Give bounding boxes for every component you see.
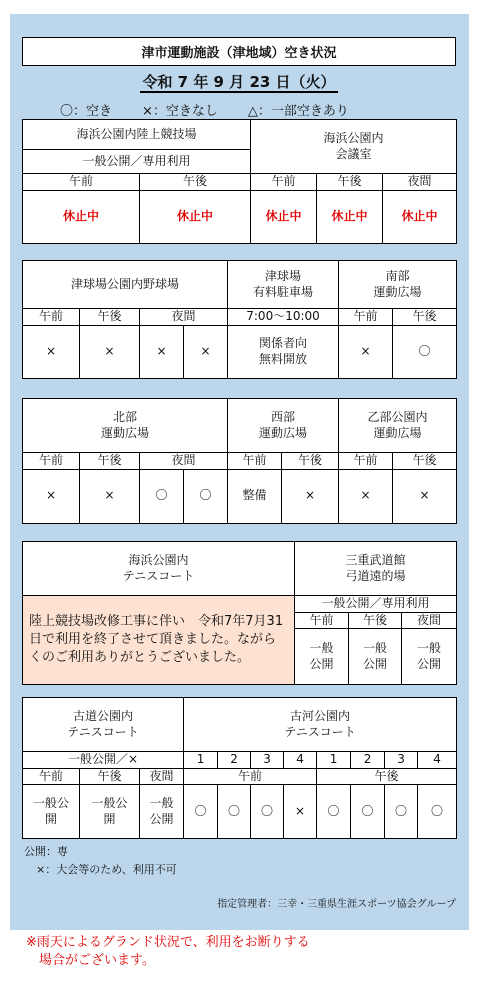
usage-type: 一般公開／× xyxy=(23,752,184,769)
court-number: 2 xyxy=(218,752,251,769)
slot-label: 午後 xyxy=(80,453,140,470)
facility-name: 津球場公園内野球場 xyxy=(23,261,228,309)
facility-name: 西部 運動広場 xyxy=(228,399,339,453)
slot-label: 午後 xyxy=(282,453,339,470)
slot-label: 午後 xyxy=(80,309,140,326)
status-cell: × xyxy=(282,469,339,523)
status-cell: × xyxy=(140,325,184,378)
usage-type: 一般公開／専用利用 xyxy=(295,596,457,613)
facility-name: 津球場 有料駐車場 xyxy=(228,261,339,309)
status-cell: 〇 xyxy=(418,785,457,839)
status-cell: × xyxy=(184,325,228,378)
slot-label: 午後 xyxy=(393,453,457,470)
footnote-unavailable: ×：大会等のため、利用不可 xyxy=(36,863,177,876)
legend xyxy=(60,100,349,119)
slot-label: 午前 xyxy=(339,309,393,326)
facility-name: 三重武道館 弓道遠的場 xyxy=(295,542,457,596)
slot-label: 夜間 xyxy=(140,768,184,785)
status-cell: 〇 xyxy=(351,785,385,839)
closure-notice: 陸上競技場改修工事に伴い 令和7年7月31日で利用を終了させて頂きました。ながらくのご利用ありがとうございました。 xyxy=(23,596,295,685)
status-cell: 一般 公開 xyxy=(402,629,457,685)
slot-label: 午前 xyxy=(184,768,317,785)
slot-label: 午前 xyxy=(339,453,393,470)
slot-label: 午前 xyxy=(23,453,80,470)
slot-label: 夜間 xyxy=(402,612,457,629)
status-cell: × xyxy=(80,325,140,378)
facility-name: 乙部公園内 運動広場 xyxy=(339,399,457,453)
slot-label: 午後 xyxy=(317,174,383,191)
status-cell: 一般公 開 xyxy=(23,785,80,839)
court-number: 1 xyxy=(184,752,218,769)
court-number: 3 xyxy=(385,752,418,769)
section-5 xyxy=(22,697,456,839)
status-cell: 一般 公開 xyxy=(140,785,184,839)
facility-name: 古河公園内 テニスコート xyxy=(184,698,457,752)
court-number: 4 xyxy=(284,752,317,769)
status-cell: × xyxy=(393,469,457,523)
facility-name: 海浜公園内陸上競技場 xyxy=(23,120,251,150)
slot-label: 午後 xyxy=(317,768,457,785)
slot-label: 7:00～10:00 xyxy=(228,309,339,326)
slot-label: 午前 xyxy=(251,174,317,191)
section-3 xyxy=(22,398,456,524)
facility-name: 海浜公園内 会議室 xyxy=(251,120,457,174)
facility-name: 海浜公園内 テニスコート xyxy=(23,542,295,596)
status-cell: 〇 xyxy=(184,469,228,523)
status-cell: 一般 公開 xyxy=(295,629,349,685)
status-cell: 〇 xyxy=(184,785,218,839)
legend-available: 〇：空き xyxy=(60,104,113,119)
status-cell: 休止中 xyxy=(251,190,317,243)
legend-partial: △：一部空きあり xyxy=(247,104,349,119)
status-cell: 整備 xyxy=(228,469,282,523)
slot-label: 午後 xyxy=(393,309,457,326)
footnote-public: 公開：専 xyxy=(24,845,68,858)
status-cell: 休止中 xyxy=(140,190,251,243)
section-2 xyxy=(22,260,456,379)
status-cell: 一般公 開 xyxy=(80,785,140,839)
status-cell: × xyxy=(339,325,393,378)
slot-label: 夜間 xyxy=(140,309,228,326)
court-number: 1 xyxy=(317,752,351,769)
slot-label: 夜間 xyxy=(140,453,228,470)
status-cell: × xyxy=(80,469,140,523)
usage-type: 一般公開／専用利用 xyxy=(23,150,251,174)
facility-name: 古道公園内 テニスコート xyxy=(23,698,184,752)
status-cell: × xyxy=(284,785,317,839)
section-4 xyxy=(22,541,456,685)
date-heading xyxy=(0,71,478,92)
slot-label: 午前 xyxy=(23,309,80,326)
status-cell: 休止中 xyxy=(317,190,383,243)
facility-name: 北部 運動広場 xyxy=(23,399,228,453)
status-cell: 〇 xyxy=(317,785,351,839)
page-title: 津市運動施設（津地域）空き状況 xyxy=(22,37,456,66)
status-cell: 〇 xyxy=(140,469,184,523)
status-cell: 関係者向 無料開放 xyxy=(228,325,339,378)
slot-label: 午後 xyxy=(80,768,140,785)
status-cell: 休止中 xyxy=(383,190,457,243)
slot-label: 午前 xyxy=(295,612,349,629)
status-cell: 〇 xyxy=(385,785,418,839)
status-cell: × xyxy=(23,325,80,378)
court-number: 4 xyxy=(418,752,457,769)
slot-label: 午前 xyxy=(23,174,140,191)
status-cell: × xyxy=(23,469,80,523)
status-cell: 一般 公開 xyxy=(349,629,402,685)
status-cell: 〇 xyxy=(251,785,284,839)
status-cell: 〇 xyxy=(393,325,457,378)
slot-label: 夜間 xyxy=(383,174,457,191)
slot-label: 午後 xyxy=(349,612,402,629)
date-text: 令和 7 年 9 月 23 日（火） xyxy=(142,73,336,91)
court-number: 2 xyxy=(351,752,385,769)
court-number: 3 xyxy=(251,752,284,769)
status-cell: 休止中 xyxy=(23,190,140,243)
slot-label: 午後 xyxy=(140,174,251,191)
slot-label: 午前 xyxy=(23,768,80,785)
slot-label: 午前 xyxy=(228,453,282,470)
rain-warning: ※雨天によるグランド状況で、利用をお断りする 場合がございます。 xyxy=(26,935,310,969)
status-cell: 〇 xyxy=(218,785,251,839)
manager-credit: 指定管理者：三幸・三重県生涯スポーツ協会グループ xyxy=(217,899,456,910)
legend-full: ×：空きなし xyxy=(142,104,218,119)
section-1 xyxy=(22,119,456,244)
status-cell: × xyxy=(339,469,393,523)
facility-name: 南部 運動広場 xyxy=(339,261,457,309)
